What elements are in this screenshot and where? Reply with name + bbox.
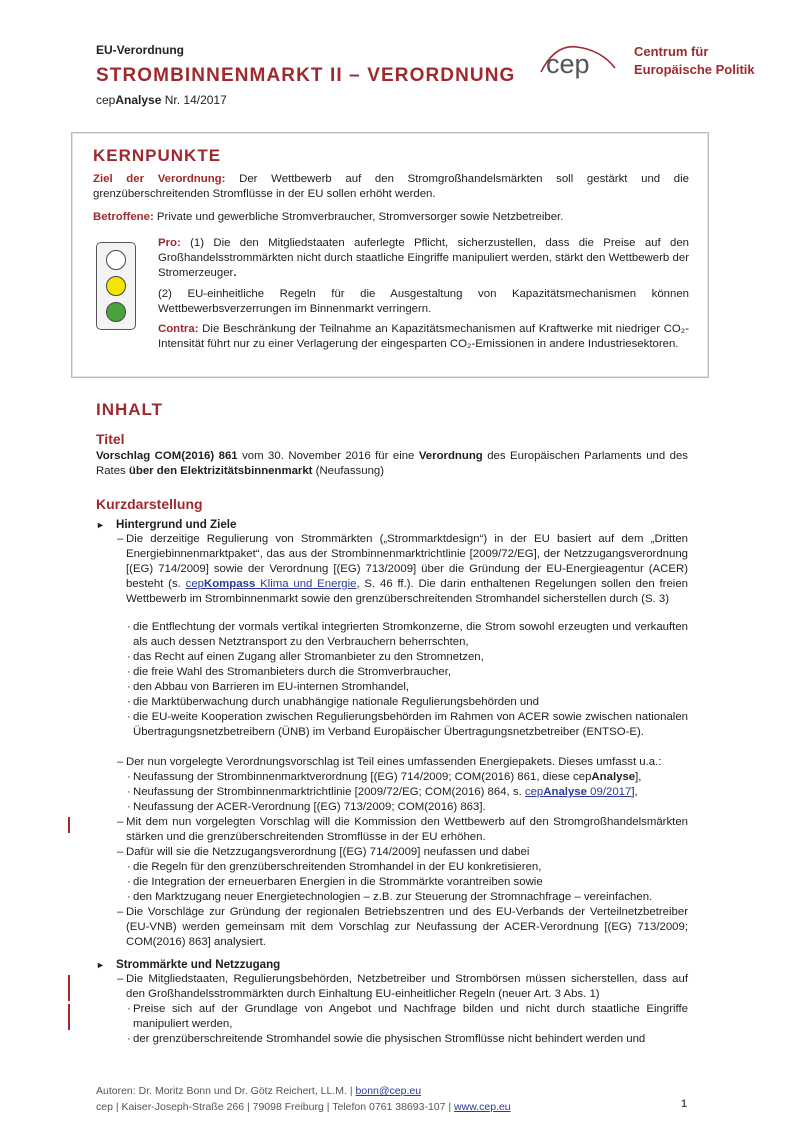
list-item: · die Regeln für den grenzüberschreitenden Stromhandel in der EU konkretisieren, <box>127 861 542 873</box>
list-item: – Der nun vorgelegte Verordnungsvorschlag ist Teil eines umfassenden Energiepakets. Dieses umfasst u.a.: <box>117 756 662 768</box>
list-item: – Dafür will sie die Netzzugangsverordnung [(EG) 714/2009] neufassen und dabei <box>117 846 530 858</box>
list-item: · Neufassung der Strombinnenmarktverordnung [(EG) 714/2009; COM(2016) 861, diese cepAnalyse], <box>127 771 642 783</box>
kernpunkte-title: KERNPUNKTE <box>93 146 222 165</box>
inhalt-heading: INHALT <box>96 400 164 419</box>
document-type-label: EU-Verordnung <box>96 43 185 57</box>
footer: Autoren: Dr. Moritz Bonn und Dr. Götz Reichert, LL.M. | bonn@cep.eu cep | Kaiser-Joseph-Straße 266 | 79098 Freiburg | Telefon 0761 38693-107 | www.cep.eu <box>96 1085 511 1114</box>
titel-text: Vorschlag COM(2016) 861 vom 30. November 2016 für eine Verordnung des Europäischen Parlaments und des Rates über den Elektrizitätsbinnenmarkt (Neufassung) <box>96 450 689 478</box>
change-bar <box>68 975 70 1001</box>
email-link[interactable]: bonn@cep.eu <box>355 1085 422 1097</box>
list-item: – Die derzeitige Regulierung von Strommärkten („Strommarktdesign“) in der EU basiert auf dem „Dritten Energiebinnenmarktpaket“, das aus der Strombinnenmarktrichtlinie [2009/72/EG], der Netzzugangsverordnung [(EG) 714/2009] sowie der Verordnung [(EG) 713/2009] über die Gründung der EU-Energieagentur (ACER) besteht (s. cepKompass Klima und Energie, S. 46 ff.). Die darin enthaltenen Regelungen sollen den freien Wettbewerb im Strombinnenmarkt sowie den grenzüberschreitenden Stromhandel sicherstellen durch (S. 3) <box>117 533 688 606</box>
list-item: · die EU-weite Kooperation zwischen Regulierungsbehörden im Rahmen von ACER sowie zwischen nationalen Übertragungsnetzbetreibern (ÜNB) im Verband Europäischer Übertragungsnetzbetreiber (ENTSO-E). <box>127 711 688 739</box>
list-item: – Die Mitgliedstaaten, Regulierungsbehörden, Netzbetreiber und Strombörsen müssen sicherstellen, dass auf den Großhandelsstrommärkten durch Einhaltung EU-einheitlicher Regeln (neuer Art. 3 Abs. 1) <box>117 973 688 1001</box>
organisation-name: Centrum für Europäische Politik <box>634 44 755 78</box>
document-title: STROMBINNENMARKT II – VERORDNUNG <box>96 65 516 86</box>
traffic-light-icon <box>96 242 136 330</box>
list-item: · den Abbau von Barrieren im EU-internen Stromhandel, <box>127 681 410 693</box>
section-heading-hintergrund: ► Hintergrund und Ziele <box>96 518 237 531</box>
page-number: 1 <box>681 1098 688 1110</box>
list-item: · den Marktzugang neuer Energietechnologien – z.B. zur Steuerung der Stromnachfrage – vereinfachen. <box>127 891 653 903</box>
list-item: – Mit dem nun vorgelegten Vorschlag will die Kommission den Wettbewerb auf den Stromgroßhandelsmärkten stärken und die grenzüberschreitenden Stromflüsse in der EU erhöhen. <box>117 816 688 844</box>
list-item: · das Recht auf einen Zugang aller Stromanbieter zu den Stromnetzen, <box>127 651 484 663</box>
light-white <box>106 250 126 270</box>
arrow-icon: ► <box>96 520 105 530</box>
kernpunkte-pro-1: Pro: (1) Die den Mitgliedstaaten auferlegte Pflicht, sicherzustellen, dass die Preise auf den Großhandelsstrommärkten nicht durch staatliche Eingriffe manipuliert werden, stärkt den Wettbewerb der Stromerzeuger. <box>158 237 689 280</box>
list-item: · die freie Wahl des Stromanbieters durch die Stromverbraucher, <box>127 666 452 678</box>
cepanalyse-link[interactable]: cepAnalyse 09/2017 <box>524 786 632 798</box>
analysis-number: cepAnalyse Nr. 14/2017 <box>96 93 227 107</box>
website-link[interactable]: www.cep.eu <box>454 1101 511 1114</box>
list-item: · der grenzüberschreitende Stromhandel sowie die physischen Stromflüsse nicht behindert werden und <box>127 1033 646 1045</box>
titel-heading: Titel <box>96 431 125 447</box>
list-item: · Preise sich auf der Grundlage von Angebot und Nachfrage bilden und nicht durch staatliche Eingriffe manipuliert werden, <box>127 1003 688 1031</box>
list-item: · die Marktüberwachung durch unabhängige nationale Regulierungsbehörden und <box>127 696 539 708</box>
kernpunkte-ziel: Ziel der Verordnung: Der Wettbewerb auf den Stromgroßhandelsmärkten soll gestärkt und die grenzüberschreitenden Stromflüsse in der EU sollen erhöht werden. <box>93 173 690 201</box>
list-item: · die Entflechtung der vormals vertikal integrierten Stromkonzerne, die Strom sowohl erzeugten und verkauften als auch dessen Netztransport zu den Verbrauchern beherrschten, <box>127 621 688 649</box>
section-heading-strommaerkte: ► Strommärkte und Netzzugang <box>96 958 281 971</box>
list-item: · die Integration der erneuerbaren Energien in die Strommärkte vorantreiben sowie <box>127 876 543 888</box>
list-item: · Neufassung der ACER-Verordnung [(EG) 713/2009; COM(2016) 863]. <box>127 801 486 813</box>
kernpunkte-betroffene: Betroffene: Private und gewerbliche Stromverbraucher, Stromversorger sowie Netzbetreiber. <box>93 211 564 223</box>
arrow-icon: ► <box>96 960 105 970</box>
kernpunkte-pro-2: (2) EU-einheitliche Regeln für die Ausgestaltung von Kapazitätsmechanismen können Wettbewerbsverzerrungen im Binnenmarkt verringern. <box>158 288 689 316</box>
change-bar <box>68 1004 70 1030</box>
logo-text: cep <box>546 49 590 79</box>
cep-logo <box>537 38 617 84</box>
change-bar <box>68 817 70 833</box>
list-item: – Die Vorschläge zur Gründung der regionalen Betriebszentren und des EU-Verbands der Verteilnetzbetreiber (EU-VNB) werden gemeinsam mit dem Vorschlag zur Neufassung der ACER-Verordnung [(EG) 713/2009; COM(2016) 863] analysiert. <box>117 906 688 949</box>
kurzdarstellung-heading: Kurzdarstellung <box>96 496 203 512</box>
cepkompass-link[interactable]: cepKompass Klima und Energie <box>185 578 357 591</box>
kernpunkte-contra: Contra: Die Beschränkung der Teilnahme an Kapazitätsmechanismen auf Kraftwerke mit niedriger CO₂-Intensität führt nur zu einer Verlagerung der eingesparten CO₂-Emissionen in andere Industriesektoren. <box>158 323 689 351</box>
list-item: · Neufassung der Strombinnenmarktrichtlinie [2009/72/EG; COM(2016) 864, s. cepAnalyse 09/2017], <box>127 786 638 798</box>
light-yellow <box>106 276 126 296</box>
light-green <box>106 302 126 322</box>
